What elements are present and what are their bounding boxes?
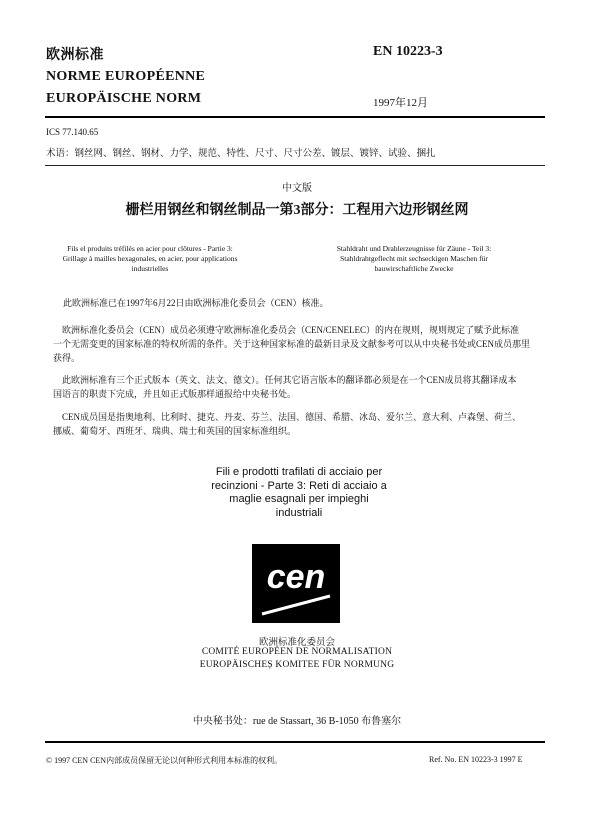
french-title-line: Fils el produits tréfilés en acier pour clôtures - Partie 3: — [67, 244, 233, 253]
paragraph-line: 此欧洲标准有三个正式版本（英文、法文、德文）。任何其它语言版本的翻译都必须是在一个CEN成员将其翻译成本 — [62, 375, 517, 385]
paragraph-line: 欧洲标准化委员会（CEN）成员必须遵守欧洲标准化委员会（CEN/CENELEC）的内在规则，规则规定了赋予此标准 — [62, 325, 519, 335]
standard-number: EN 10223-3 — [373, 44, 443, 59]
cen-logo-icon — [252, 544, 340, 623]
footer-divider — [45, 741, 545, 743]
french-title-line: industrielles — [131, 264, 169, 273]
org-name-de: EUROPÄISCHEȘ KOMITEE FÜR NORMUNG — [199, 660, 395, 670]
standard-date: 1997年12月 — [373, 97, 428, 109]
reference-number: Ref. No. EN 10223-3 1997 E — [429, 755, 523, 764]
paragraph-line: 一个无需变更的国家标准的特权所需的条件。关于这种国家标准的最新目录及文献参考可以从中央秘书处或CEN成员那里 — [53, 339, 531, 349]
secretariat-address: 中央秘书处：rue de Stassart, 36 B-1050 布鲁塞尔 — [192, 716, 402, 727]
italian-title-line: maglie esagnali per impieghi — [229, 493, 369, 505]
paragraph-members — [53, 410, 532, 438]
italian-title-line: industriali — [275, 506, 323, 519]
document-title: 栅栏用钢丝和钢丝制品一第3部分：工程用六边形钢丝网 — [125, 203, 469, 218]
version-label: 中文版 — [282, 183, 312, 194]
copyright-notice: © 1997 CEN CEN内部成员保留无论以何种形式利用本标准的权利。 — [46, 756, 283, 765]
paragraph-rules — [53, 323, 532, 365]
terms-line: 术语：钢丝网、钢丝、钢材、力学、规范、特性、尺寸、尺寸公差、镀层、镀锌、试验、捆扎 — [46, 149, 436, 159]
german-title — [314, 244, 514, 274]
paragraph-versions — [53, 373, 532, 401]
header-label-cn: 欧洲标准 — [46, 48, 104, 63]
header-label-de: EUROPÄISCHE NORM — [46, 91, 202, 106]
french-title — [45, 244, 255, 274]
paragraph-line: 此欧洲标准已在1997年6月22日由欧洲标准化委员会（CEN）核准。 — [63, 298, 329, 308]
paragraph-line: CEN成员国是指奥地利、比利时、捷克、丹麦、芬兰、法国、德国、希腊、冰岛、爱尔兰、意大利、卢森堡、荷兰、 — [62, 412, 522, 422]
italian-title — [184, 466, 414, 520]
paragraph-approval — [63, 296, 533, 310]
paragraph-line: 获得。 — [53, 353, 81, 363]
german-title-line: Stahldraht und Drahlerzeugnisse für Zäune - Teil 3: — [336, 244, 492, 253]
italian-title-line: recinzioni - Parte 3: Reti di acciaio a — [211, 479, 387, 492]
ics-code: ICS 77.140.65 — [46, 127, 99, 137]
italian-title-line: Fili e prodotti trafilati di acciaio per — [215, 466, 383, 478]
german-title-line: bauwirschaftliche Zwecke — [374, 264, 454, 273]
french-title-line: Grillage à mailles hexagonales, en acier, pour applications — [62, 254, 238, 263]
header-label-fr: NORME EUROPÉENNE — [46, 69, 206, 84]
paragraph-line: 挪威、葡萄牙、西班牙、瑞典、瑞士和英国的国家标准组织。 — [53, 426, 297, 436]
terms-divider — [45, 165, 545, 166]
paragraph-line: 国语言的职责下完成，并且如正式版那样通报给中央秘书处。 — [53, 389, 297, 399]
header-divider — [45, 116, 545, 118]
german-title-line: Stahldrahtgeflecht mit sechseckigen Maschen für — [340, 254, 488, 263]
logo-text: cen — [266, 558, 326, 596]
org-name-fr: COMITÉ EUROPÉEN DE NORMALISATION — [201, 647, 393, 657]
org-name-cn: 欧洲标准化委员会 — [258, 638, 335, 648]
